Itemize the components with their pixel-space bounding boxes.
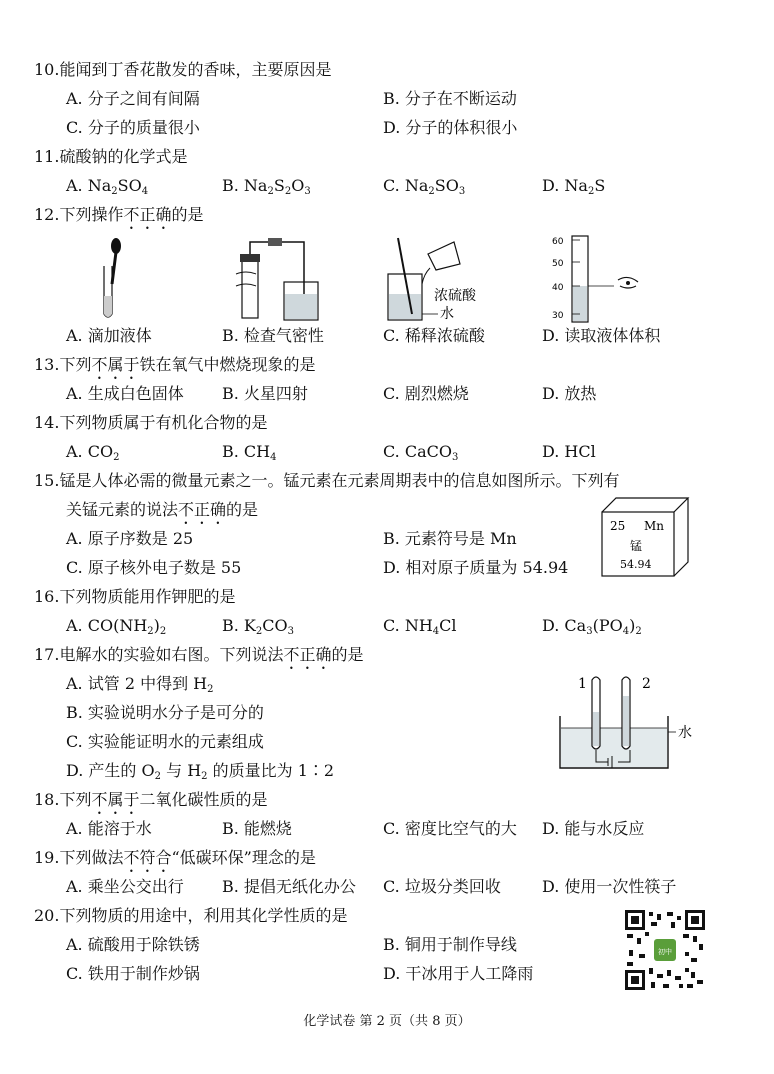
q13-stem: 13.下列不属于铁在氧气中燃烧现象的是 (34, 355, 316, 374)
tube-2-label: 2 (642, 676, 651, 692)
tick-60: 60 (552, 237, 564, 247)
q13-option-c: C. 剧烈燃烧 (383, 384, 469, 403)
q15-stem-line2: 关锰元素的说法不正确的是 (66, 500, 259, 519)
q10-stem: 10.能闻到丁香花散发的香味，主要原因是 (34, 60, 332, 79)
q18-stem: 18.下列不属于二氧化碳性质的是 (34, 790, 268, 809)
q20-option-d: D. 干冰用于人工降雨 (383, 964, 534, 983)
element-card-figure (600, 496, 692, 580)
dropper-figure (92, 236, 132, 322)
q19-option-a: A. 乘坐公交出行 (66, 877, 184, 896)
qr-code[interactable] (625, 910, 705, 990)
qr-center-label: 初中 (658, 948, 672, 956)
q12-option-c: C. 稀释浓硫酸 (383, 326, 485, 345)
q16-option-d: D. $Ca_3(PO_4)_2$ (542, 616, 642, 637)
dilution-figure (378, 234, 478, 326)
q15-stem-line1: 15.锰是人体必需的微量元素之一。锰元素在元素周期表中的信息如图所示。下列有 (34, 471, 620, 490)
q20-option-b: B. 铜用于制作导线 (383, 935, 517, 954)
q11-option-b: B. $Na_2S_2O_3$ (222, 176, 311, 197)
q20-option-c: C. 铁用于制作炒锅 (66, 964, 200, 983)
element-mass: 54.94 (620, 558, 652, 571)
q15-option-b: B. 元素符号是 Mn (383, 529, 517, 548)
tick-50: 50 (552, 259, 564, 269)
water-label: 水 (678, 725, 692, 741)
q18-option-a: A. 能溶于水 (66, 819, 152, 838)
q11-option-d: D. $Na_2S$ (542, 176, 606, 197)
q14-option-a: A. $CO_2$ (66, 442, 120, 463)
q19-option-c: C. 垃圾分类回收 (383, 877, 501, 896)
q20-option-a: A. 硫酸用于除铁锈 (66, 935, 200, 954)
q17-option-d: D. 产生的 $O_2$ 与 $H_2$ 的质量比为 1∶2 (66, 761, 335, 782)
q12-option-d: D. 读取液体体积 (542, 326, 661, 345)
q10-option-c: C. 分子的质量很小 (66, 118, 200, 137)
q15-option-a: A. 原子序数是 25 (66, 529, 194, 548)
q15-option-c: C. 原子核外电子数是 55 (66, 558, 242, 577)
tick-30: 30 (552, 311, 564, 321)
q18-option-d: D. 能与水反应 (542, 819, 645, 838)
q11-stem: 11.硫酸钠的化学式是 (34, 147, 188, 166)
dilution-label-acid: 浓硫酸 (434, 288, 476, 304)
q17-option-c: C. 实验能证明水的元素组成 (66, 732, 264, 751)
page-footer: 化学试卷 第 2 页（共 8 页） (303, 1014, 471, 1029)
tick-40: 40 (552, 283, 564, 293)
q11-option-c: C. $Na_2SO_3$ (383, 176, 466, 197)
element-atomic-number: 25 (610, 519, 626, 533)
q10-option-a: A. 分子之间有间隔 (66, 89, 200, 108)
airtightness-figure (232, 234, 322, 326)
q14-option-d: D. HCl (542, 442, 596, 461)
q13-option-a: A. 生成白色固体 (66, 384, 184, 403)
q16-option-c: C. $NH_4Cl$ (383, 616, 457, 637)
q20-stem: 20.下列物质的用途中，利用其化学性质的是 (34, 906, 348, 925)
q12-stem: 12.下列操作不正确的是 (34, 205, 204, 224)
dilution-label-water: 水 (440, 306, 454, 322)
q12-option-a: A. 滴加液体 (66, 326, 152, 345)
q14-option-c: C. CaCO$_3$ (383, 442, 459, 463)
q10-option-b: B. 分子在不断运动 (383, 89, 517, 108)
q11-option-a: A. $Na_2SO_4$ (66, 176, 149, 197)
q16-option-a: A. $CO(NH_2)_2$ (66, 616, 167, 637)
q10-option-d: D. 分子的体积很小 (383, 118, 518, 137)
q13-option-b: B. 火星四射 (222, 384, 308, 403)
q13-option-d: D. 放热 (542, 384, 597, 403)
q12-option-b: B. 检查气密性 (222, 326, 324, 345)
cylinder-figure (548, 232, 648, 326)
q16-option-b: B. $K_2CO_3$ (222, 616, 294, 637)
q19-stem: 19.下列做法不符合“低碳环保”理念的是 (34, 848, 316, 867)
tube-1-label: 1 (578, 676, 587, 692)
q17-stem: 17.电解水的实验如右图。下列说法不正确的是 (34, 645, 364, 664)
q16-stem: 16.下列物质能用作钾肥的是 (34, 587, 236, 606)
q18-option-b: B. 能燃烧 (222, 819, 292, 838)
q19-option-b: B. 提倡无纸化办公 (222, 877, 356, 896)
q19-option-d: D. 使用一次性筷子 (542, 877, 677, 896)
element-symbol: Mn (644, 519, 665, 533)
q18-option-c: C. 密度比空气的大 (383, 819, 517, 838)
q17-option-a: A. 试管 2 中得到 $H_2$ (66, 674, 214, 695)
q15-option-d: D. 相对原子质量为 54.94 (383, 558, 569, 577)
q14-stem: 14.下列物质属于有机化合物的是 (34, 413, 268, 432)
q17-option-b: B. 实验说明水分子是可分的 (66, 703, 264, 722)
element-name: 锰 (630, 539, 643, 553)
electrolysis-figure (552, 672, 702, 778)
q14-option-b: B. $CH_4$ (222, 442, 277, 463)
